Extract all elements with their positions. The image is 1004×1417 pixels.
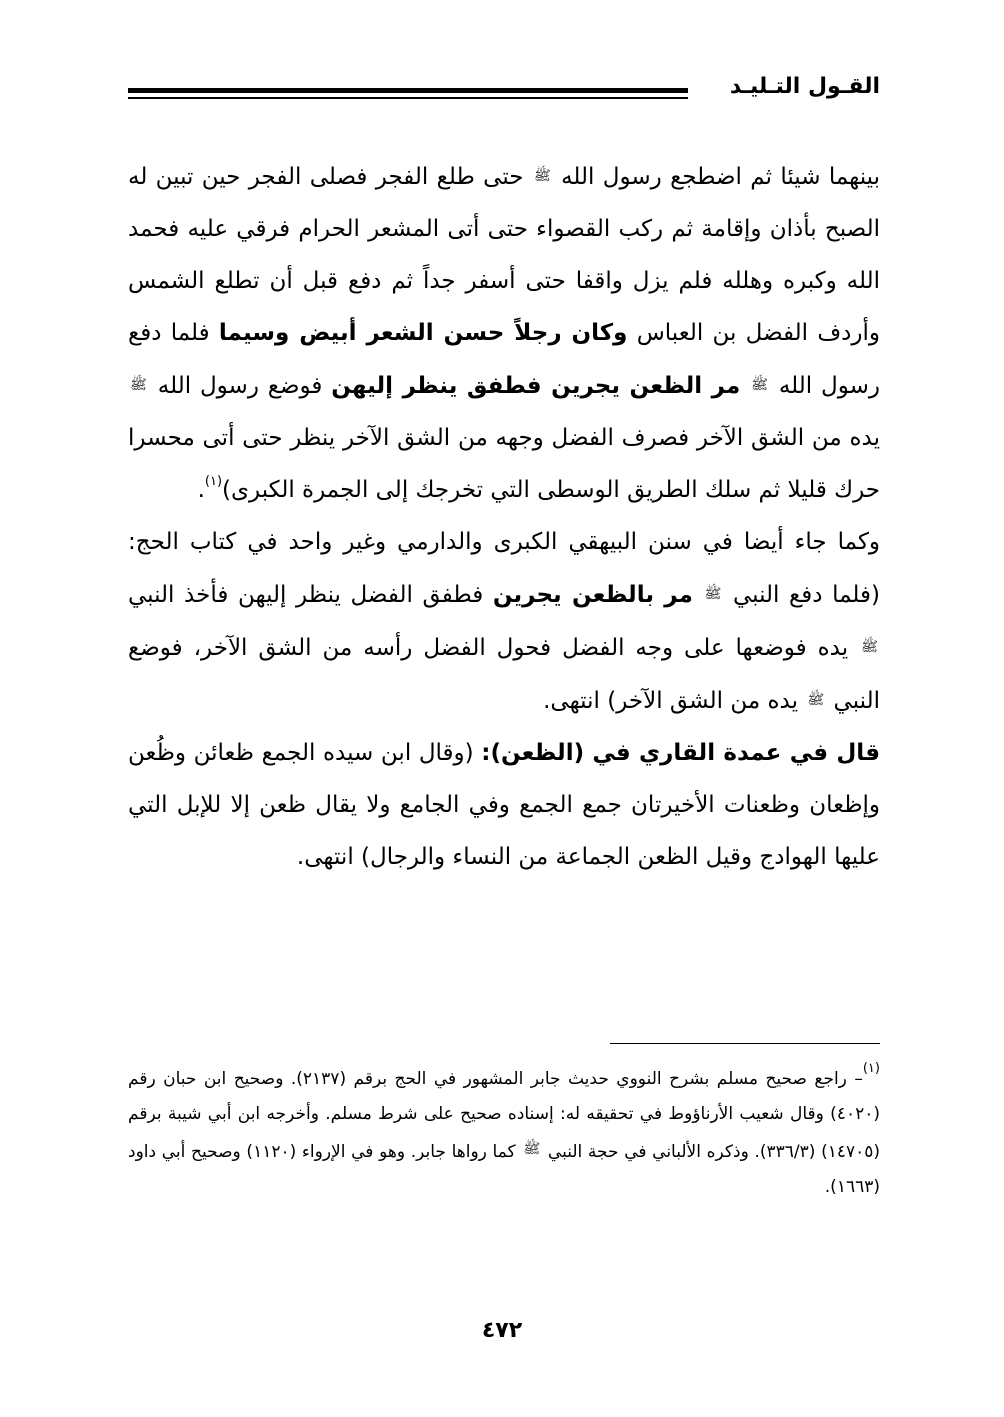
bold-text: قال في عمدة القاري في (الظعن):	[481, 740, 880, 766]
text-span: كما رواها جابر. وهو في الإرواء (١١٢٠) وصحيح أبي داود (١٦٦٣).	[128, 1142, 880, 1197]
text-span: حتى طلع الفجر فصلى الفجر حين تبين له الصبح بأذان وإقامة ثم ركب القصواء حتى أتى المشعر الحرام فرقي عليه فحمد الله وكبره وهلله فلم يزل واقفا حتى أسفر جداً ثم دفع قبل أن تطلع الشمس وأردف الفضل بن العباس	[128, 164, 881, 346]
bold-text: مر بالظعن يجرين	[492, 582, 693, 608]
footnote-separator	[610, 1043, 880, 1044]
salla-icon: ﷺ	[704, 586, 722, 602]
text-span: (وقال ابن سيده الجمع ظعائن وظُعن وإظعان وظعنات الأخيرتان جمع الجمع وفي الجامع ولا يقال ظعن إلا للإبل التي عليها الهوادج وقيل الظعن الجماعة من النساء والرجال) انتهى.	[128, 740, 880, 870]
page-header	[128, 68, 880, 108]
running-title: القـول التـليـد	[729, 74, 880, 99]
bold-text: وكان رجلاً حسن الشعر أبيض وسيما	[218, 320, 628, 346]
text-span: فلما دفع رسول الله	[128, 320, 880, 399]
paragraph-2	[128, 516, 880, 727]
salla-icon: ﷺ	[533, 168, 551, 184]
footnote-1	[128, 1062, 880, 1205]
text-span: يده من الشق الآخر فصرف الفضل وجهه من الشق الآخر ينظر حتى أتى محسرا حرك قليلا ثم سلك الطريق الوسطى التي تخرجك إلى الجمرة الكبرى)	[128, 425, 880, 503]
text-span: فوضع رسول الله	[157, 373, 323, 399]
header-rule-thick	[128, 88, 688, 93]
text-span: يده من الشق الآخر) انتهى.	[543, 688, 798, 714]
salla-icon: ﷺ	[130, 377, 147, 393]
text-span: يده فوضعها على وجه الفضل فحول الفضل رأسه من الشق الآخر، فوضع النبي	[128, 635, 880, 714]
text-span: فطفق الفضل ينظر إليهن فأخذ النبي	[128, 582, 484, 608]
footnote-ref[interactable]: (١)	[204, 474, 223, 489]
text-span: وكما جاء أيضا في سنن البيهقي الكبرى والدارمي وغير واحد في كتاب الحج: (فلما دفع النبي	[128, 529, 880, 608]
text-span: .	[197, 477, 205, 503]
header-rule-thin	[128, 97, 688, 99]
text-span: بينهما شيئا ثم اضطجع رسول الله	[561, 164, 881, 190]
main-text	[128, 150, 880, 883]
page-number: ٤٧٢	[481, 1318, 523, 1343]
salla-icon: ﷺ	[807, 692, 825, 708]
text-span: – راجع صحيح مسلم بشرح النووي حديث جابر المشهور في الحج برقم (٢١٣٧). وصحيح ابن حبان رقم (٤٠٢٠) وقال شعيب الأرناؤوط في تحقيقه له: إسناده صحيح على شرط مسلم. وأخرجه ابن أبي شيبة برقم (١٤٧٠٥) (٣٣٦/٣). وذكره الألباني في حجة النبي	[128, 1069, 881, 1162]
paragraph-3	[128, 727, 880, 883]
footnote-number: (١)	[862, 1061, 880, 1076]
paragraph-1	[128, 150, 880, 516]
footnotes	[128, 1062, 880, 1205]
salla-icon: ﷺ	[751, 377, 768, 393]
bold-text: مر الظعن يجرين فطفق ينظر إليهن	[331, 373, 741, 399]
salla-icon: ﷺ	[523, 1141, 541, 1157]
salla-icon: ﷺ	[861, 639, 878, 655]
